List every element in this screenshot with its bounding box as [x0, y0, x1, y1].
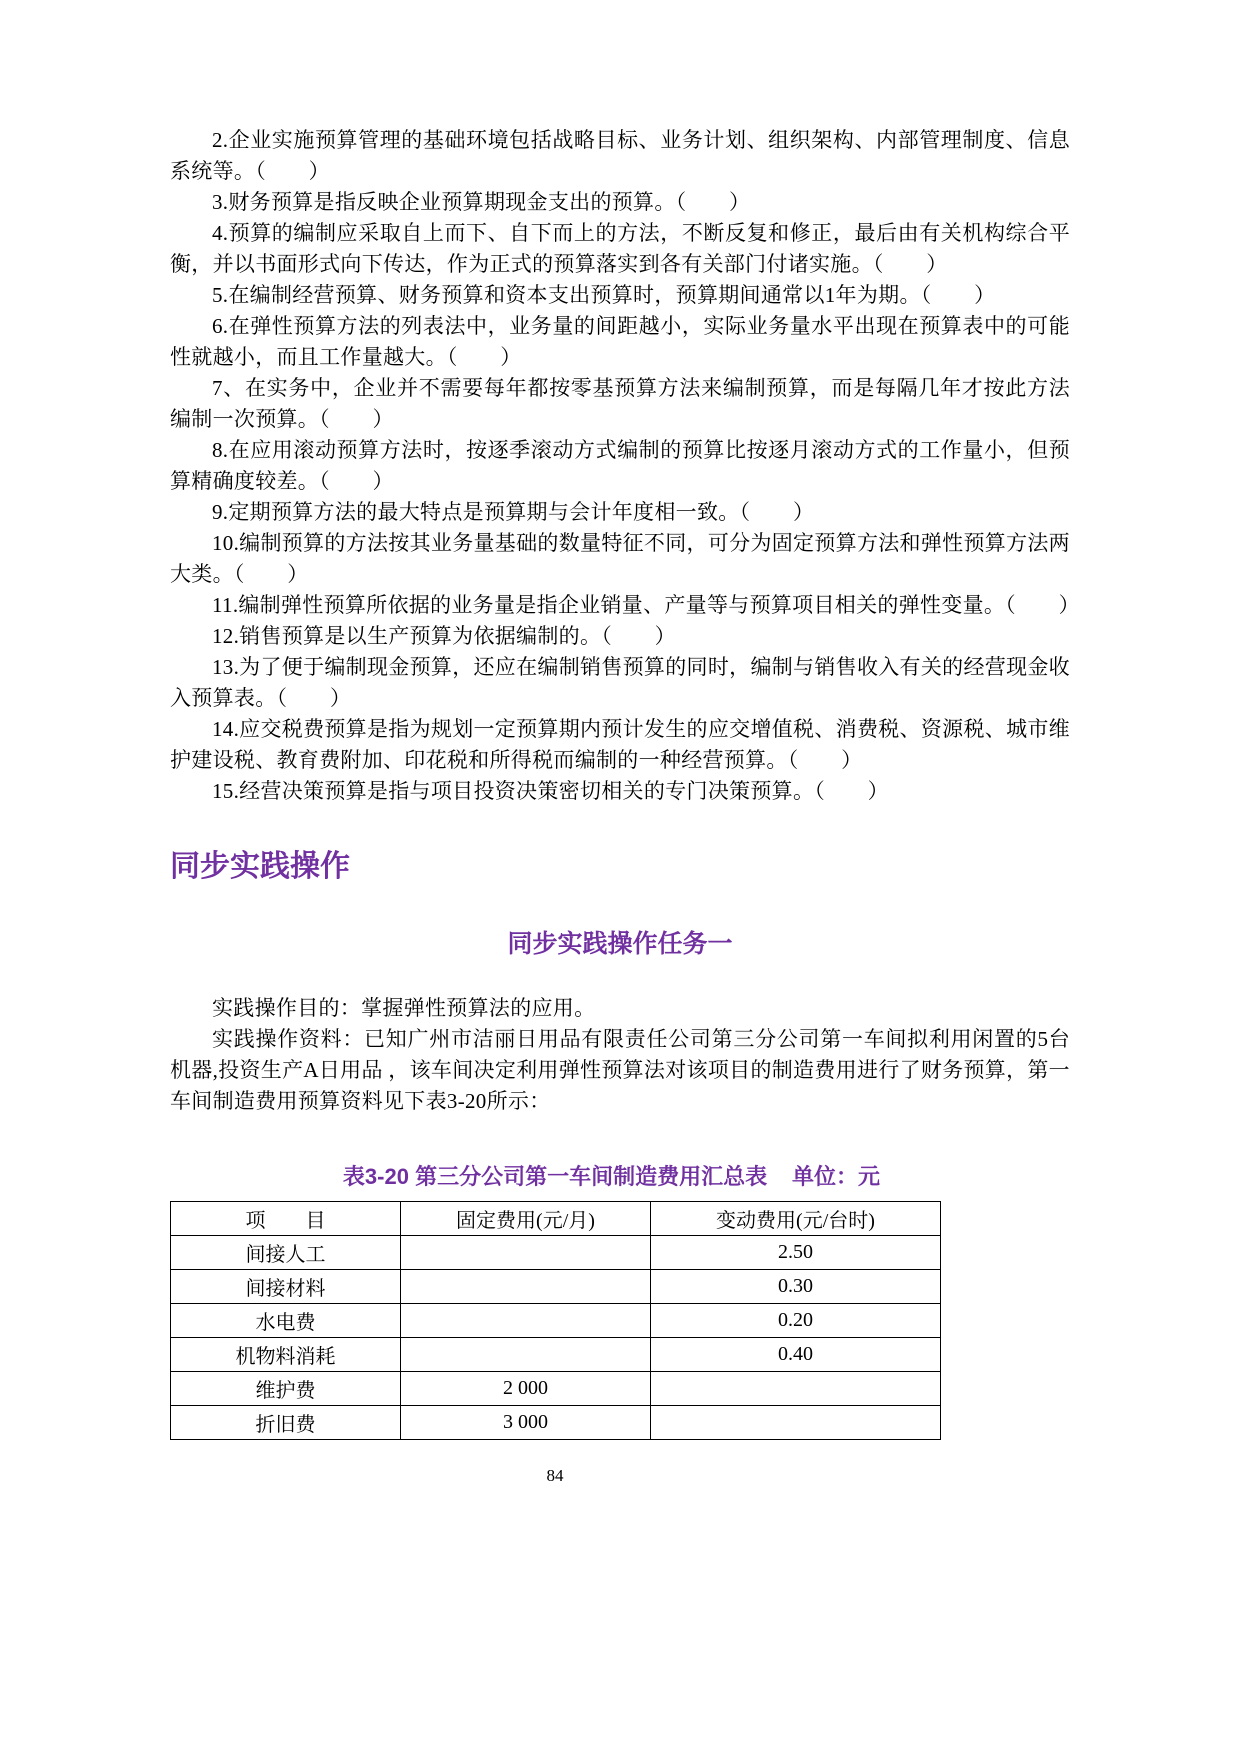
- table-row: [171, 1372, 941, 1406]
- question-item: 15.经营决策预算是指与项目投资决策密切相关的专门决策预算。（ ）: [212, 779, 889, 803]
- table-cell-fixed: 2 000: [401, 1372, 651, 1406]
- table-header-row: [171, 1202, 941, 1236]
- question-item: 2.企业实施预算管理的基础环境包括战略目标、业务计划、组织架构、内部管理制度、信息系统等。（ ）: [170, 128, 1070, 183]
- table-cell-item: 机物料消耗: [171, 1338, 401, 1372]
- purpose-paragraph: 实践操作目的：掌握弹性预算法的应用。: [212, 996, 596, 1020]
- table-row: [171, 1270, 941, 1304]
- question-item: 13.为了便于编制现金预算，还应在编制销售预算的同时，编制与销售收入有关的经营现金收入预算表。（ ）: [170, 655, 1070, 710]
- question-item: 14.应交税费预算是指为规划一定预算期内预计发生的应交增值税、消费税、资源税、城市维护建设税、教育费附加、印花税和所得税而编制的一种经营预算。（ ）: [170, 717, 1070, 772]
- question-item: 7、在实务中，企业并不需要每年都按零基预算方法来编制预算，而是每隔几年才按此方法编制一次预算。（ ）: [170, 376, 1070, 431]
- table-cell-item: 间接材料: [171, 1270, 401, 1304]
- table-cell-fixed: [401, 1338, 651, 1372]
- table-cell-item: 间接人工: [171, 1236, 401, 1270]
- question-item: 11.编制弹性预算所依据的业务量是指企业销量、产量等与预算项目相关的弹性变量。（ ）: [212, 593, 1080, 617]
- table-cell-variable: 2.50: [651, 1236, 941, 1270]
- table-cell-item: 水电费: [171, 1304, 401, 1338]
- materials-paragraph: 实践操作资料：已知广州市洁丽日用品有限责任公司第三分公司第一车间拟利用闲置的5台机器,投资生产A日用品 ，该车间决定利用弹性预算法对该项目的制造费用进行了财务预算，第一车间制造费用预算资料见下表3-20所示：: [170, 1027, 1070, 1113]
- section-heading: 同步实践操作: [170, 850, 350, 883]
- table-row: [171, 1338, 941, 1372]
- cost-summary-table: [170, 1201, 941, 1440]
- table-header-variable-cost: 变动费用(元/台时): [651, 1202, 941, 1236]
- table-row: [171, 1406, 941, 1440]
- question-item: 10.编制预算的方法按其业务量基础的数量特征不同，可分为固定预算方法和弹性预算方法两大类。（ ）: [170, 531, 1070, 586]
- table-cell-variable: [651, 1406, 941, 1440]
- table-unit-label: 单位：元: [791, 1164, 880, 1189]
- table-cell-variable: 0.40: [651, 1338, 941, 1372]
- page-number: 84: [546, 1466, 564, 1485]
- table-cell-variable: [651, 1372, 941, 1406]
- table-cell-fixed: [401, 1270, 651, 1304]
- question-item: 8.在应用滚动预算方法时，按逐季滚动方式编制的预算比按逐月滚动方式的工作量小，但预算精确度较差。（ ）: [170, 438, 1070, 493]
- table-cell-fixed: 3 000: [401, 1406, 651, 1440]
- question-item: 6.在弹性预算方法的列表法中，业务量的间距越小，实际业务量水平出现在预算表中的可能性就越小，而且工作量越大。（ ）: [170, 314, 1070, 369]
- table-cell-fixed: [401, 1236, 651, 1270]
- table-cell-item: 折旧费: [171, 1406, 401, 1440]
- table-title: 表3-20 第三分公司第一车间制造费用汇总表: [342, 1164, 768, 1189]
- question-item: 5.在编制经营预算、财务预算和资本支出预算时，预算期间通常以1年为期。（ ）: [212, 283, 996, 307]
- question-item: 4.预算的编制应采取自上而下、自下而上的方法，不断反复和修正，最后由有关机构综合平衡，并以书面形式向下传达，作为正式的预算落实到各有关部门付诸实施。（ ）: [170, 221, 1070, 276]
- table-header-fixed-cost: 固定费用(元/月): [401, 1202, 651, 1236]
- question-item: 12.销售预算是以生产预算为依据编制的。（ ）: [212, 624, 676, 648]
- question-item: 9.定期预算方法的最大特点是预算期与会计年度相一致。（ ）: [212, 500, 815, 524]
- table-cell-fixed: [401, 1304, 651, 1338]
- task-subheading: 同步实践操作任务一: [507, 930, 733, 958]
- question-item: 3.财务预算是指反映企业预算期现金支出的预算。（ ）: [212, 190, 751, 214]
- table-cell-item: 维护费: [171, 1372, 401, 1406]
- true-false-questions: [170, 125, 1080, 807]
- table-cell-variable: 0.20: [651, 1304, 941, 1338]
- table-row: [171, 1236, 941, 1270]
- table-header-item: 项 目: [171, 1202, 401, 1236]
- table-row: [171, 1304, 941, 1338]
- table-title-row: [170, 1163, 940, 1191]
- table-cell-variable: 0.30: [651, 1270, 941, 1304]
